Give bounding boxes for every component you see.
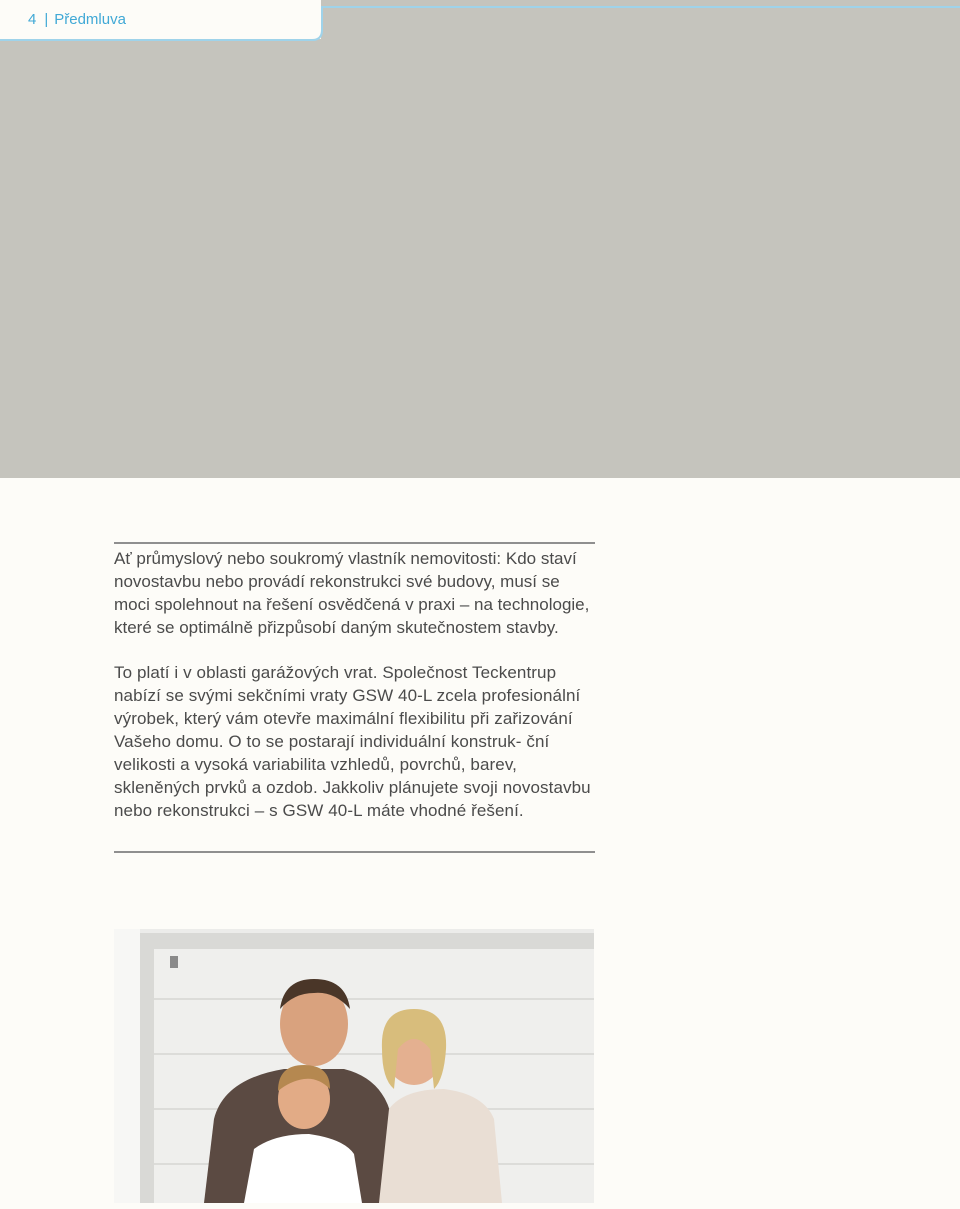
- bottom-divider: [114, 851, 595, 853]
- family-photo-icon: [114, 929, 594, 1203]
- header-tab: [0, 0, 322, 40]
- header-line: [322, 6, 960, 8]
- family-photo: [114, 929, 594, 1203]
- section-title: Předmluva: [54, 11, 126, 28]
- top-divider: [114, 542, 595, 544]
- header-separator: |: [44, 11, 49, 28]
- header-text: [28, 11, 126, 28]
- main-text: [114, 547, 596, 822]
- page-number: 4: [28, 11, 37, 28]
- body-paragraph: To platí i v oblasti garážových vrat. Společnost Teckentrup nabízí se svými sekčními vraty GSW 40-L zcela profesionální výrobek, který vám otevře maximální flexibilitu při zařizování Vašeho domu. O to se postarají individuální konstruk- ční velikosti a vysoká variabilita vzhledů, povrchů, barev, skleněných prvků a ozdob. Jakkoliv plánujete svoji novostavbu nebo rekonstrukci – s GSW 40-L máte vhodné řešení.: [114, 663, 591, 820]
- intro-paragraph: Ať průmyslový nebo soukromý vlastník nemovitosti: Kdo staví novostavbu nebo provádí rekonstrukci své budovy, musí se moci spolehnout na řešení osvědčená v praxi – na technologie, které se optimálně přizpůsobí daným skutečnostem stavby.: [114, 549, 590, 637]
- hero-image-placeholder: [0, 0, 960, 478]
